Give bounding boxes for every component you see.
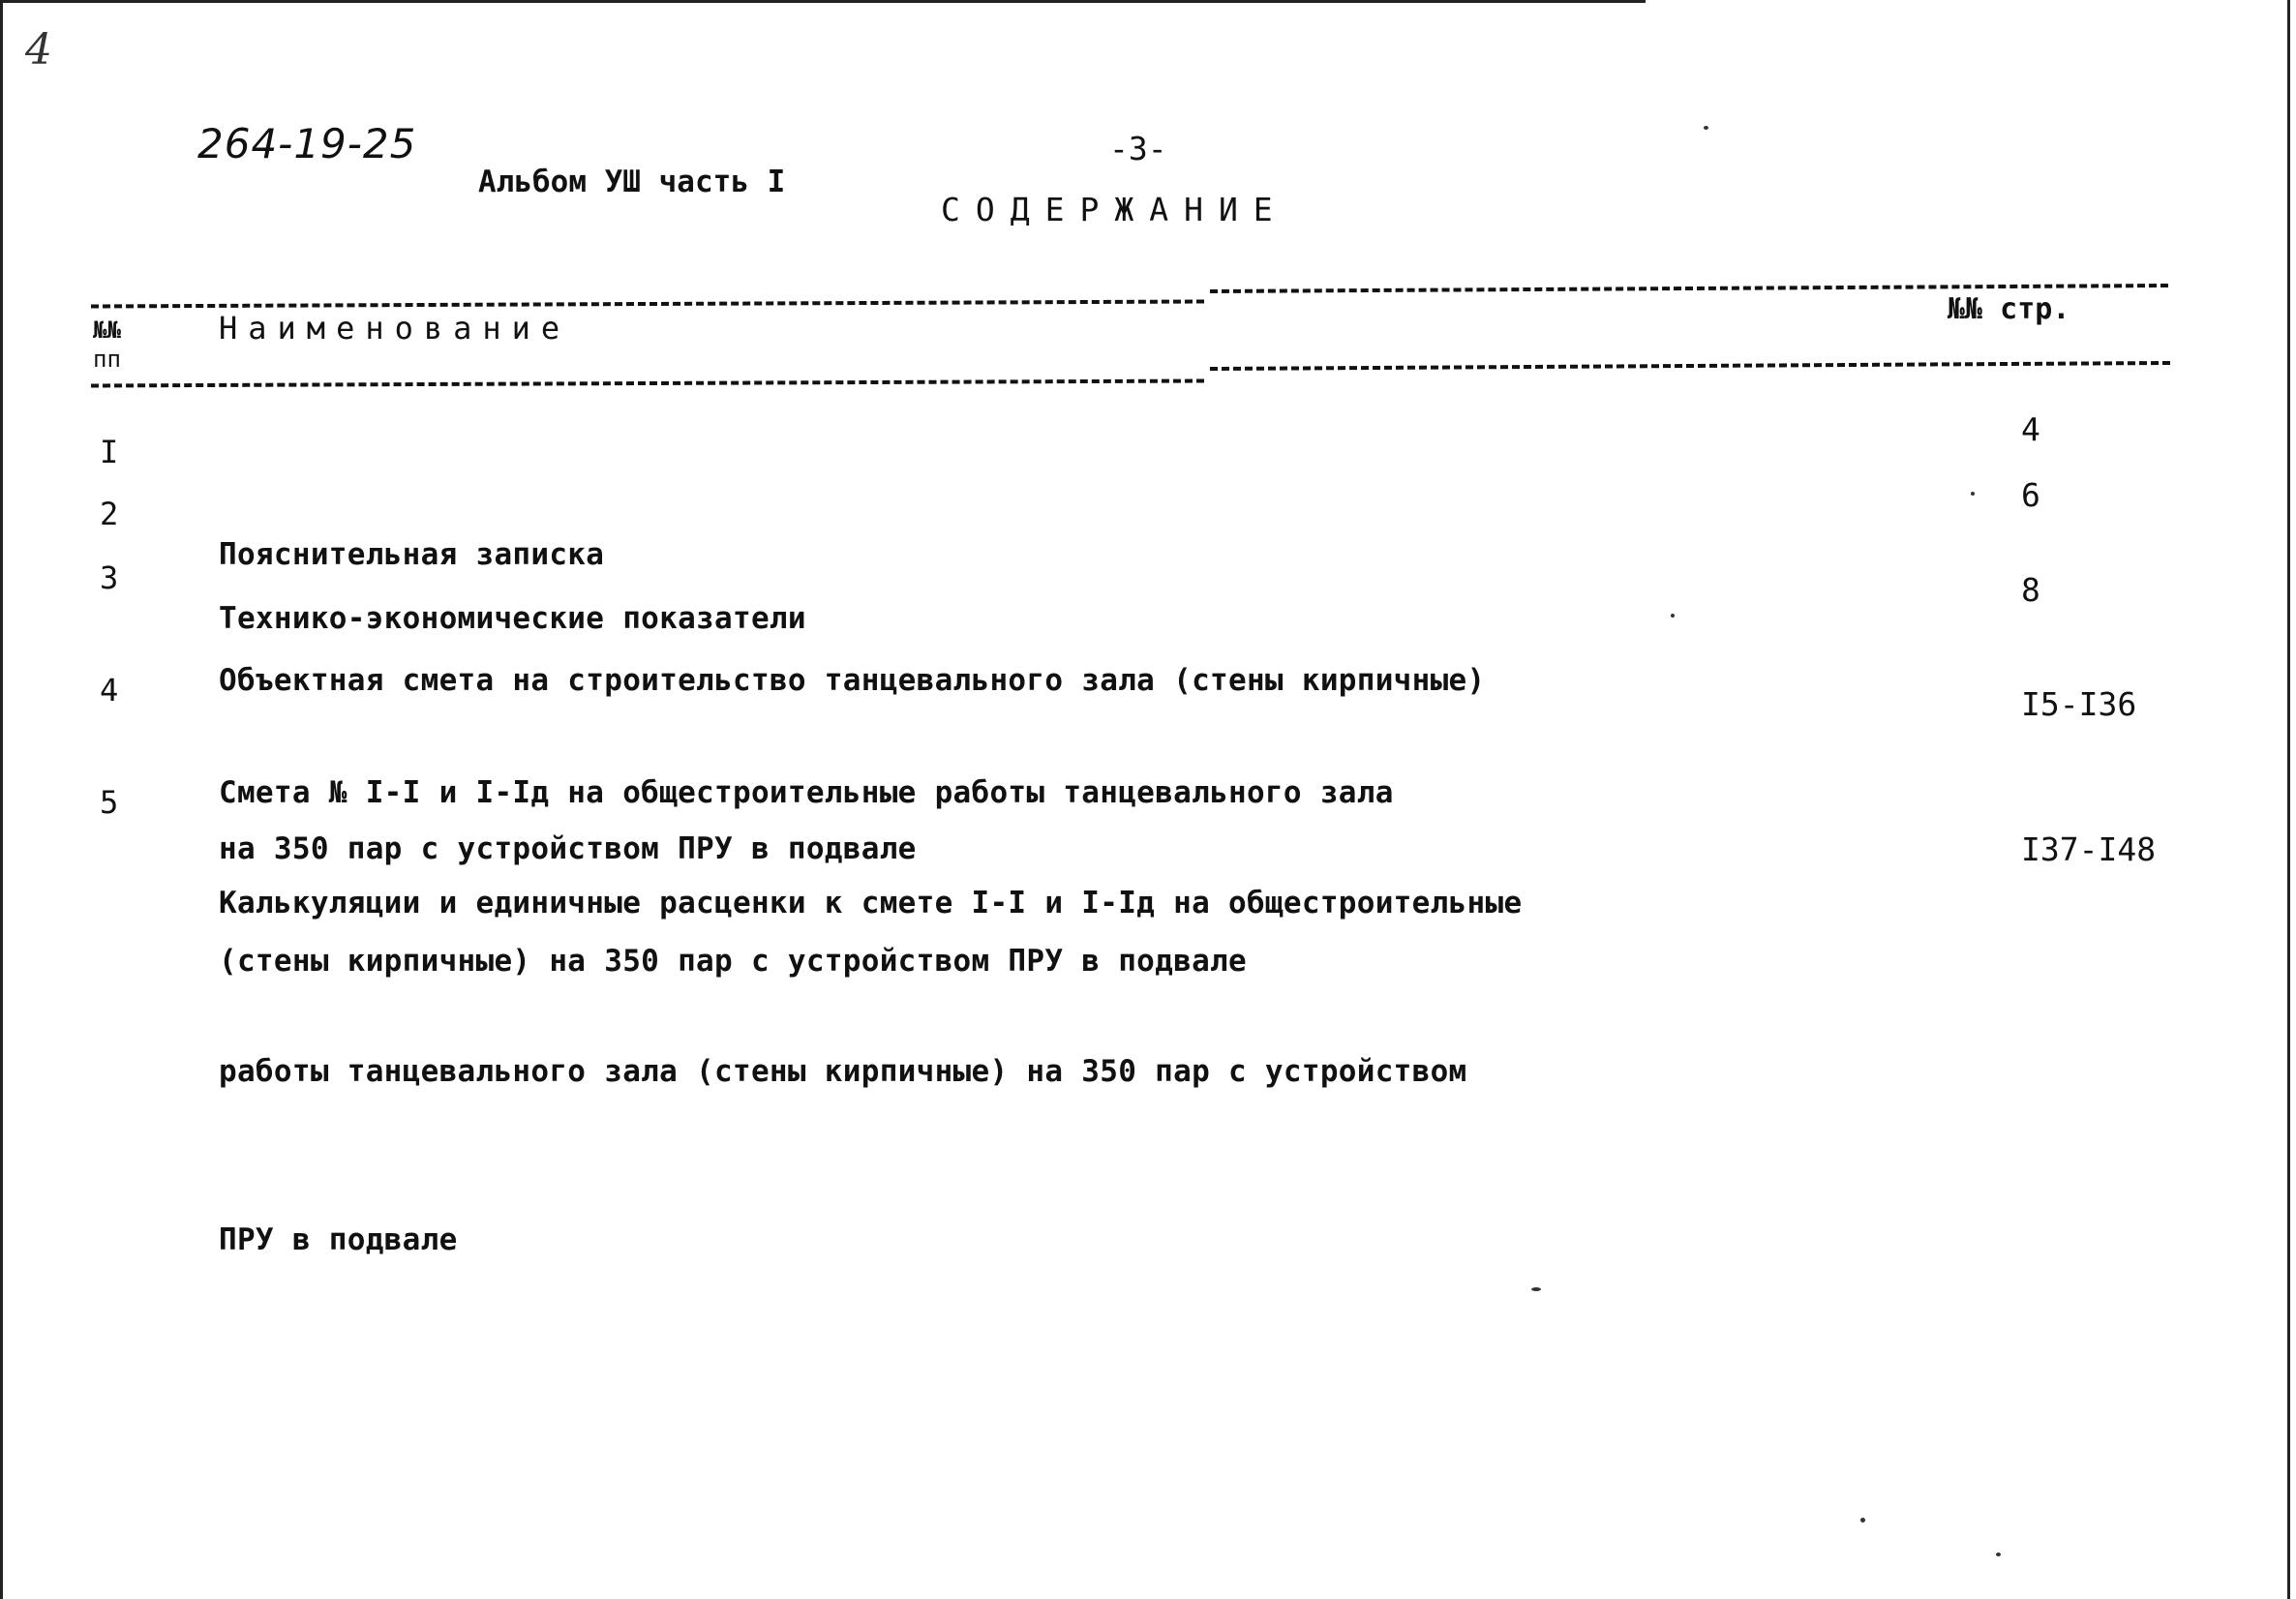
row-name-line: Калькуляции и единичные расценки к смете I-I и I-Iд на общестроительные	[219, 886, 1523, 920]
corner-handwritten-mark: 4	[25, 25, 52, 75]
row-name-line: работы танцевального зала (стены кирпичные) на 350 пар с устройством	[219, 1054, 1467, 1089]
header-top-rule	[91, 299, 1204, 308]
column-header-name: Наименование	[219, 310, 571, 347]
row-name-line: (стены кирпичные) на 350 пар с устройством ПРУ в подвале	[219, 944, 1247, 979]
album-label: Альбом УШ часть I	[478, 165, 786, 199]
scan-speck	[1860, 1518, 1865, 1523]
row-number: 4	[100, 672, 119, 709]
row-number: 2	[100, 496, 119, 532]
header-bottom-rule	[91, 378, 1204, 387]
row-page: 4	[2021, 410, 2040, 448]
scan-speck	[1996, 1553, 2001, 1556]
header-bottom-rule-right	[1210, 361, 2170, 371]
scan-speck	[1531, 1287, 1541, 1291]
document-code: 264-19-25	[197, 120, 417, 167]
row-name-line: Объектная смета на строительство танцевального зала (стены кирпичные)	[219, 663, 1486, 698]
column-header-number-line2: пп	[93, 346, 121, 373]
column-header-number-line1: №№	[93, 317, 121, 344]
row-name-line: Смета № I-I и I-Iд на общестроительные работы танцевального зала	[219, 775, 1394, 810]
row-name-line: Пояснительная записка	[219, 537, 605, 572]
page-number: -3-	[1109, 130, 1167, 167]
scan-speck	[1704, 126, 1708, 130]
page-title: СОДЕРЖАНИЕ	[941, 191, 1288, 228]
column-header-page: №№ стр.	[1948, 292, 2070, 326]
row-number: 3	[100, 559, 119, 596]
page-border-right	[2287, 0, 2290, 1599]
row-page: I37-I48	[2021, 830, 2157, 868]
row-name-line: Технико-экономические показатели	[219, 601, 806, 636]
scan-speck	[1971, 492, 1975, 496]
row-page: 8	[2021, 571, 2040, 609]
row-name-line: на 350 пар с устройством ПРУ в подвале	[219, 831, 917, 866]
page-border-top	[0, 0, 1646, 3]
row-number: 5	[100, 784, 119, 821]
page-border-left	[0, 0, 3, 1599]
row-page: I5-I36	[2021, 685, 2137, 723]
column-header-number	[93, 316, 121, 374]
row-name	[219, 763, 1522, 1324]
row-name-line: ПРУ в подвале	[219, 1222, 458, 1257]
row-page: 6	[2021, 476, 2040, 514]
row-number: I	[100, 434, 119, 470]
scan-speck	[1671, 614, 1675, 618]
